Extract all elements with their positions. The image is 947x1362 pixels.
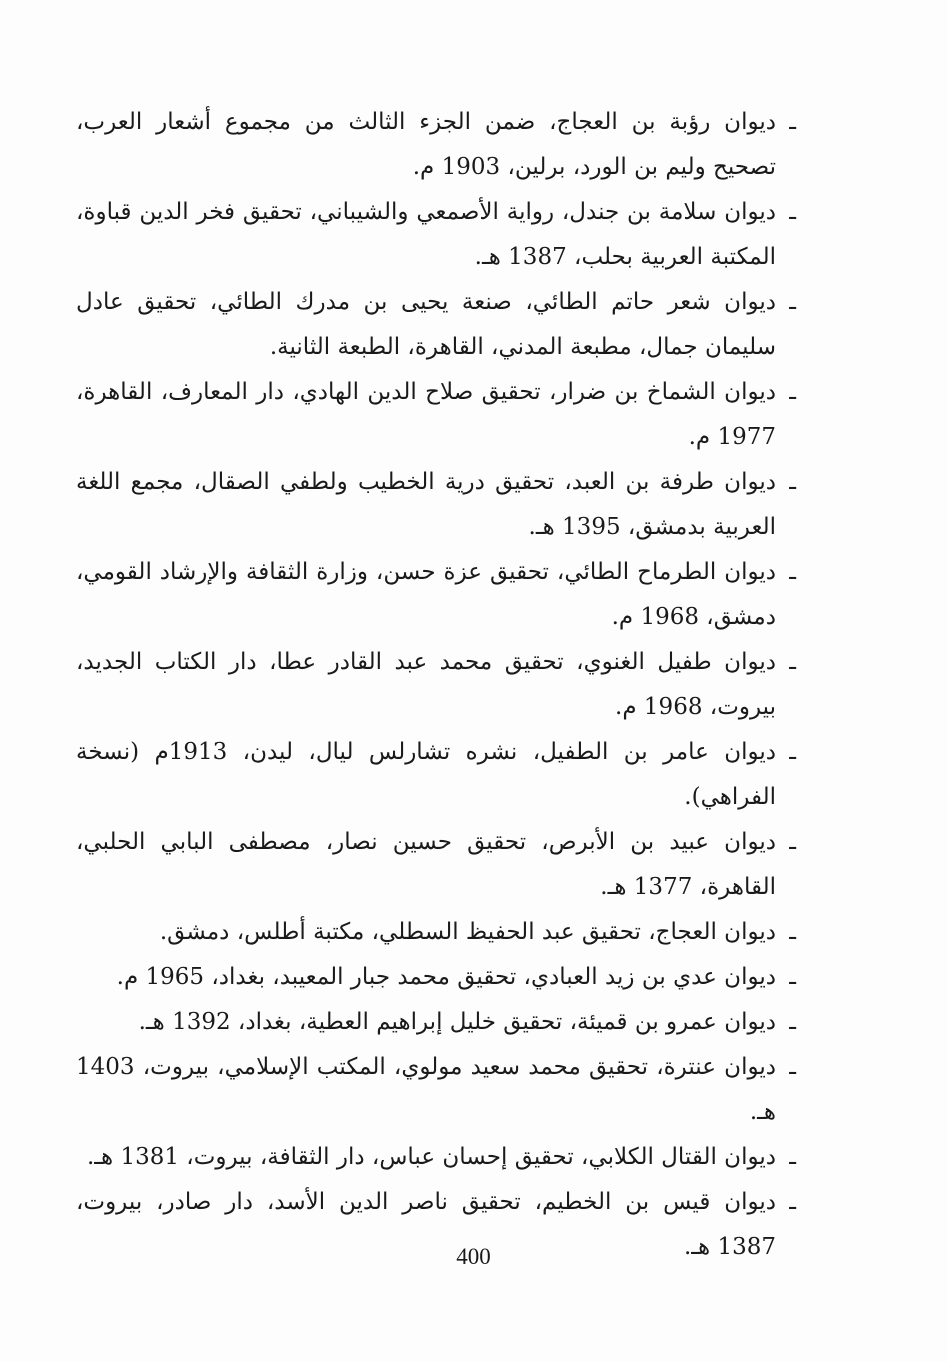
bibliography-entry (76, 370, 796, 460)
entry-text: ديوان الطرماح الطائي، تحقيق عزة حسن، وزارة الثقافة والإرشاد القومي، دمشق، 1968 م. (76, 559, 776, 630)
entry-text: ديوان العجاج، تحقيق عبد الحفيظ السطلي، مكتبة أطلس، دمشق. (159, 919, 776, 945)
entry-text: ديوان عامر بن الطفيل، نشره تشارلس ليال، ليدن، 1913م (نسخة الفراهي). (76, 739, 777, 810)
bibliography-entry (76, 955, 796, 1000)
entry-text: ديوان قيس بن الخطيم، تحقيق ناصر الدين الأسد، دار صادر، بيروت، 1387 هـ. (76, 1189, 776, 1260)
entry-dash: ـ (789, 919, 796, 945)
entry-dash: ـ (789, 829, 796, 855)
entry-dash: ـ (789, 1054, 796, 1080)
bibliography-list (76, 100, 796, 1270)
entry-text: ديوان سلامة بن جندل، رواية الأصمعي والشيباني، تحقيق فخر الدين قباوة، المكتبة العربية بحلب، 1387 هـ. (76, 199, 776, 270)
entry-dash: ـ (789, 469, 796, 495)
entry-dash: ـ (789, 739, 796, 765)
entry-text: ديوان طفيل الغنوي، تحقيق محمد عبد القادر عطا، دار الكتاب الجديد، بيروت، 1968 م. (76, 649, 776, 720)
bibliography-entry (76, 910, 796, 955)
bibliography-entry (76, 640, 796, 730)
bibliography-entry (76, 1045, 796, 1135)
entry-text: ديوان عدي بن زيد العبادي، تحقيق محمد جبار المعيبد، بغداد، 1965 م. (116, 964, 776, 990)
entry-dash: ـ (789, 649, 796, 675)
bibliography-entry (76, 730, 796, 820)
bibliography-entry (76, 280, 796, 370)
entry-text: ديوان طرفة بن العبد، تحقيق درية الخطيب ولطفي الصقال، مجمع اللغة العربية بدمشق، 1395 هـ. (76, 469, 776, 540)
entry-dash: ـ (789, 964, 796, 990)
entry-text: ديوان القتال الكلابي، تحقيق إحسان عباس، دار الثقافة، بيروت، 1381 هـ. (86, 1144, 776, 1170)
entry-text: ديوان عمرو بن قميئة، تحقيق خليل إبراهيم العطية، بغداد، 1392 هـ. (138, 1009, 776, 1035)
entry-text: ديوان رؤبة بن العجاج، ضمن الجزء الثالث من مجموع أشعار العرب، تصحيح وليم بن الورد، برلين، 1903 م. (76, 109, 776, 180)
bibliography-entry (76, 100, 796, 190)
bibliography-entry (76, 1135, 796, 1180)
entry-dash: ـ (789, 109, 796, 135)
bibliography-entry (76, 460, 796, 550)
entry-dash: ـ (789, 1144, 796, 1170)
entry-text: ديوان شعر حاتم الطائي، صنعة يحيى بن مدرك الطائي، تحقيق عادل سليمان جمال، مطبعة المدني، القاهرة، الطبعة الثانية. (76, 289, 776, 360)
entry-text: ديوان الشماخ بن ضرار، تحقيق صلاح الدين الهادي، دار المعارف، القاهرة، 1977 م. (76, 379, 776, 450)
entry-dash: ـ (789, 199, 796, 225)
entry-dash: ـ (789, 1189, 796, 1215)
bibliography-entry (76, 1000, 796, 1045)
bibliography-entry (76, 820, 796, 910)
bibliography-entry (76, 190, 796, 280)
entry-dash: ـ (789, 379, 796, 405)
page-number: 400 (456, 1244, 491, 1269)
entry-text: ديوان عنترة، تحقيق محمد سعيد مولوي، المكتب الإسلامي، بيروت، 1403 هـ. (76, 1054, 776, 1125)
entry-dash: ـ (789, 559, 796, 585)
entry-dash: ـ (789, 289, 796, 315)
entry-text: ديوان عبيد بن الأبرص، تحقيق حسين نصار، مصطفى البابي الحلبي، القاهرة، 1377 هـ. (76, 829, 776, 900)
bibliography-entry (76, 550, 796, 640)
entry-dash: ـ (789, 1009, 796, 1035)
